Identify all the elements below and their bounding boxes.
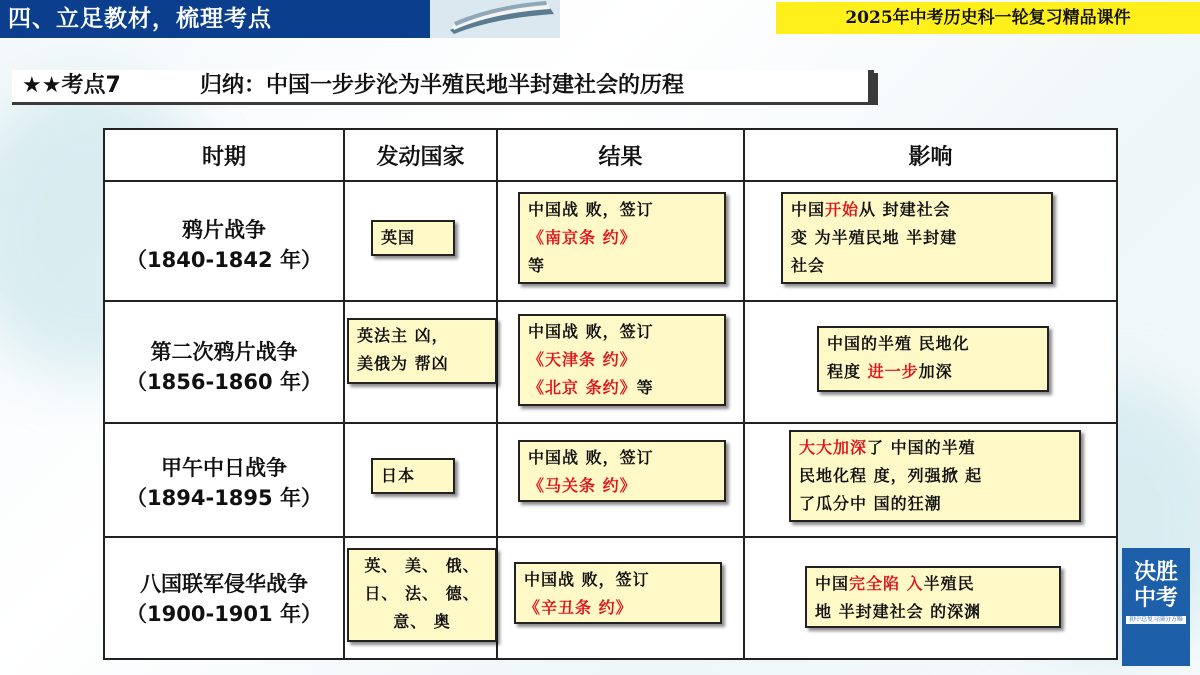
result-cell <box>498 424 745 536</box>
country-line: 美俄为 帮凶 <box>357 354 449 373</box>
impact-line <box>799 434 1071 462</box>
result-box <box>518 192 726 284</box>
country-line: 日本 <box>381 466 416 485</box>
country-line: 日、 法、 德、 <box>364 584 480 603</box>
book-icon <box>430 0 560 38</box>
impact-text: 中国 <box>791 200 826 219</box>
section-title: 四、立足教材，梳理考点 <box>0 0 430 38</box>
result-cell <box>498 302 745 422</box>
country-line: 英国 <box>381 228 416 247</box>
exam-point-label: ★★考点7 <box>22 73 121 98</box>
course-banner: 2025年中考历史科一轮复习精品课件 <box>776 2 1200 34</box>
impact-line <box>528 374 716 402</box>
period-name: 八国联军侵华战争 <box>140 572 308 596</box>
header-cell <box>745 130 1116 180</box>
impact-line: 中国的半殖 民地化 <box>827 334 970 353</box>
period-name: 甲午中日战争 <box>161 456 287 480</box>
table-row <box>105 538 1116 658</box>
impact-text: 加深 <box>918 362 953 381</box>
header-cell <box>105 130 345 180</box>
impact-cell <box>745 182 1116 300</box>
impact-text: 中国 <box>815 574 850 593</box>
period-years: （1840-1842 年） <box>126 248 322 272</box>
table-row <box>105 182 1116 302</box>
period-years: （1894-1895 年） <box>126 486 322 510</box>
result-prefix: 中国战 败，签订 <box>528 200 654 219</box>
impact-text: 半殖民 <box>923 574 975 593</box>
header-impact: 影响 <box>908 144 953 170</box>
impact-line: 地 半封建社会 的深渊 <box>815 602 982 621</box>
header-countries: 发动国家 <box>376 144 465 170</box>
header-result: 结果 <box>598 144 643 170</box>
period-cell <box>105 424 345 536</box>
impact-box <box>781 192 1053 284</box>
result-prefix: 中国战 败，签订 <box>524 570 650 589</box>
result-prefix: 中国战 败，签订 <box>528 448 654 467</box>
period-years: （1856-1860 年） <box>126 370 322 394</box>
period-name: 鸦片战争 <box>182 218 266 242</box>
country-line: 英法主 凶， <box>357 326 449 345</box>
result-box <box>514 562 722 624</box>
result-box <box>518 314 726 406</box>
countries-cell <box>345 182 498 300</box>
treaty-name: 《南京条 约》 <box>528 228 637 247</box>
period-cell <box>105 538 345 658</box>
impact-box <box>817 326 1049 392</box>
countries-cell <box>345 424 498 536</box>
impact-highlight: 开始 <box>825 200 860 219</box>
table-row <box>105 424 1116 538</box>
header-period: 时期 <box>201 144 246 170</box>
badge-subtitle: 初中总复习满分方略 <box>1126 616 1186 624</box>
impact-highlight: 进一步 <box>867 362 919 381</box>
period-name: 第二次鸦片战争 <box>150 340 298 364</box>
countries-box <box>371 458 455 494</box>
impact-line: 变 为半殖民地 半封建 <box>791 228 958 247</box>
country-line: 英、 美、 俄、 <box>364 556 480 575</box>
period-cell <box>105 182 345 300</box>
impact-line <box>815 570 1051 598</box>
result-box <box>518 440 726 502</box>
impact-box <box>805 566 1061 628</box>
history-table <box>103 128 1118 660</box>
badge-title-line1: 决胜 <box>1133 560 1178 585</box>
result-suffix: 等 <box>636 378 654 397</box>
treaty-name: 《辛丑条 约》 <box>524 598 633 617</box>
book-cover-badge <box>1122 548 1190 666</box>
country-line: 意、 奥 <box>393 612 451 631</box>
header-cell <box>498 130 745 180</box>
impact-line <box>827 358 1039 386</box>
result-cell <box>498 538 745 658</box>
countries-cell <box>345 538 498 658</box>
treaty-name: 《马关条 约》 <box>528 476 637 495</box>
impact-line: 社会 <box>791 256 826 275</box>
countries-box <box>371 220 455 256</box>
impact-cell <box>745 538 1116 658</box>
impact-box <box>789 430 1081 522</box>
impact-highlight: 大大加深 <box>799 438 868 457</box>
table-row <box>105 302 1116 424</box>
table-header-row <box>105 130 1116 182</box>
impact-line: 民地化程 度，列强掀 起 <box>799 466 983 485</box>
impact-cell <box>745 302 1116 422</box>
treaty-name: 《天津条 约》 <box>528 350 637 369</box>
result-prefix: 中国战 败，签订 <box>528 322 654 341</box>
countries-box <box>347 318 497 384</box>
countries-box <box>347 548 497 642</box>
countries-cell <box>345 302 498 422</box>
period-years: （1900-1901 年） <box>126 602 322 626</box>
impact-text: 了 中国的半殖 <box>867 438 976 457</box>
impact-text: 从 封建社会 <box>859 200 951 219</box>
impact-highlight: 完全陷 入 <box>849 574 924 593</box>
exam-point-title: 归纳：中国一步步沦为半殖民地半封建社会的历程 <box>200 73 685 98</box>
result-cell <box>498 182 745 300</box>
exam-point-bar <box>12 70 874 102</box>
period-cell <box>105 302 345 422</box>
result-suffix: 等 <box>528 256 546 275</box>
treaty-name: 《北京 条约》 <box>528 378 637 397</box>
impact-cell <box>745 424 1116 536</box>
impact-text: 程度 <box>827 362 868 381</box>
impact-line <box>791 196 1043 224</box>
header-cell <box>345 130 498 180</box>
top-bar <box>0 0 1200 38</box>
impact-line: 了瓜分中 国的狂潮 <box>799 494 942 513</box>
badge-title-line2: 中考 <box>1133 586 1178 611</box>
